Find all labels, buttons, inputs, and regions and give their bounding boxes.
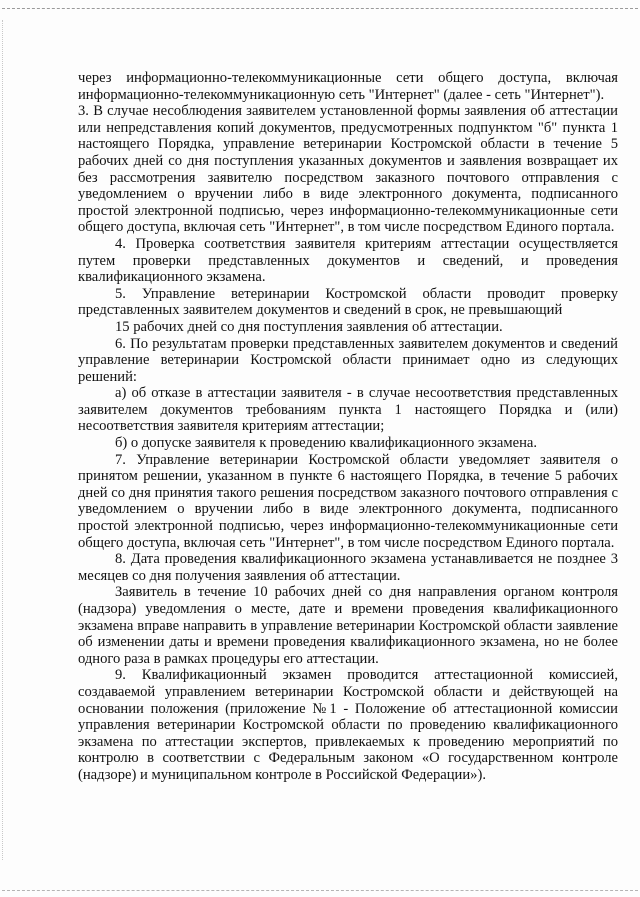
document-body: [78, 70, 618, 784]
paragraph-item-6-a: а) об отказе в аттестации заявителя - в случае несоответствия представленных заявителем документов требованиям пункта 1 настоящего Порядка и (или) несоответствия заявителя критериям аттестации;: [78, 385, 618, 435]
paragraph-item-6: 6. По результатам проверки представленных заявителем документов и сведений управление ветеринарии Костромской области принимает одно из следующих решений:: [78, 335, 618, 385]
paragraph-item-3: 3. В случае несоблюдения заявителем установленной формы заявления об аттестации или непредставления копий документов, предусмотренных подпунктом "б" пункта 1 настоящего Порядка, управление ветеринарии Костромской области в течение 5 рабочих дней со дня поступления указанных документов и заявления возвращает их без рассмотрения заявителю посредством заказного почтового отправления с уведомлением о вручении либо в виде электронного документа, подписанного простой электронной подписью, через информационно-телекоммуникационные сети общего доступа, включая сеть "Интернет", в том числе посредством Единого портала.: [78, 103, 618, 236]
paragraph-item-8-applicant: Заявитель в течение 10 рабочих дней со дня направления органом контроля (надзора) уведомления о месте, дате и времени проведения квалификационного экзамена вправе направить в управление ветеринарии Костромской области заявление об изменении даты и времени проведения квалификационного экзамена, но не более одного раза в рамках процедуры его аттестации.: [78, 584, 618, 667]
paragraph-item-4: 4. Проверка соответствия заявителя критериям аттестации осуществляется путем проверки представленных документов и сведений, и проведения квалификационного экзамена.: [78, 235, 618, 286]
paragraph-item-6-b: б) о допуске заявителя к проведению квалификационного экзамена.: [115, 435, 538, 452]
paragraph-item-7: 7. Управление ветеринарии Костромской области уведомляет заявителя о принятом решении, указанном в пункте 6 настоящего Порядка, в течение 5 рабочих дней со дня принятия такого решения посредством заказного почтового отправления с уведомлением о вручении либо в виде электронного документа, подписанного простой электронной подписью, через информационно-телекоммуникационные сети общего доступа, включая сеть "Интернет", в том числе посредством Единого портала.: [78, 451, 618, 551]
paragraph-item-5-term: 15 рабочих дней со дня поступления заявления об аттестации.: [115, 318, 503, 335]
scan-top-border: [2, 8, 638, 9]
paragraph-item-8: 8. Дата проведения квалификационного экзамена устанавливается не позднее 3 месяцев со дня получения заявления об аттестации.: [78, 551, 618, 584]
paragraph-item-5: 5. Управление ветеринарии Костромской области проводит проверку представленных заявителем документов и сведений в срок, не превышающий: [78, 285, 618, 319]
paragraph-item-9: 9. Квалификационный экзамен проводится аттестационной комиссией, создаваемой управлением ветеринарии Костромской области и действующей на основании положения (приложение №1 - Положение об аттестационной комиссии управления ветеринарии Костромской области по проведению квалификационного экзамена по аттестации экспертов, привлекаемых к проведению мероприятий по контролю в соответствии с Федеральным законом «О государственном контроле (надзоре) и муниципальном контроле в Российской Федерации»).: [78, 667, 618, 783]
paragraph-continuation: через информационно-телекоммуникационные сети общего доступа, включая информационно-телекоммуникационную сеть "Интернет" (далее - сеть "Интернет").: [78, 70, 618, 103]
scan-bottom-border: [2, 890, 638, 891]
scan-side-border: [2, 20, 4, 860]
